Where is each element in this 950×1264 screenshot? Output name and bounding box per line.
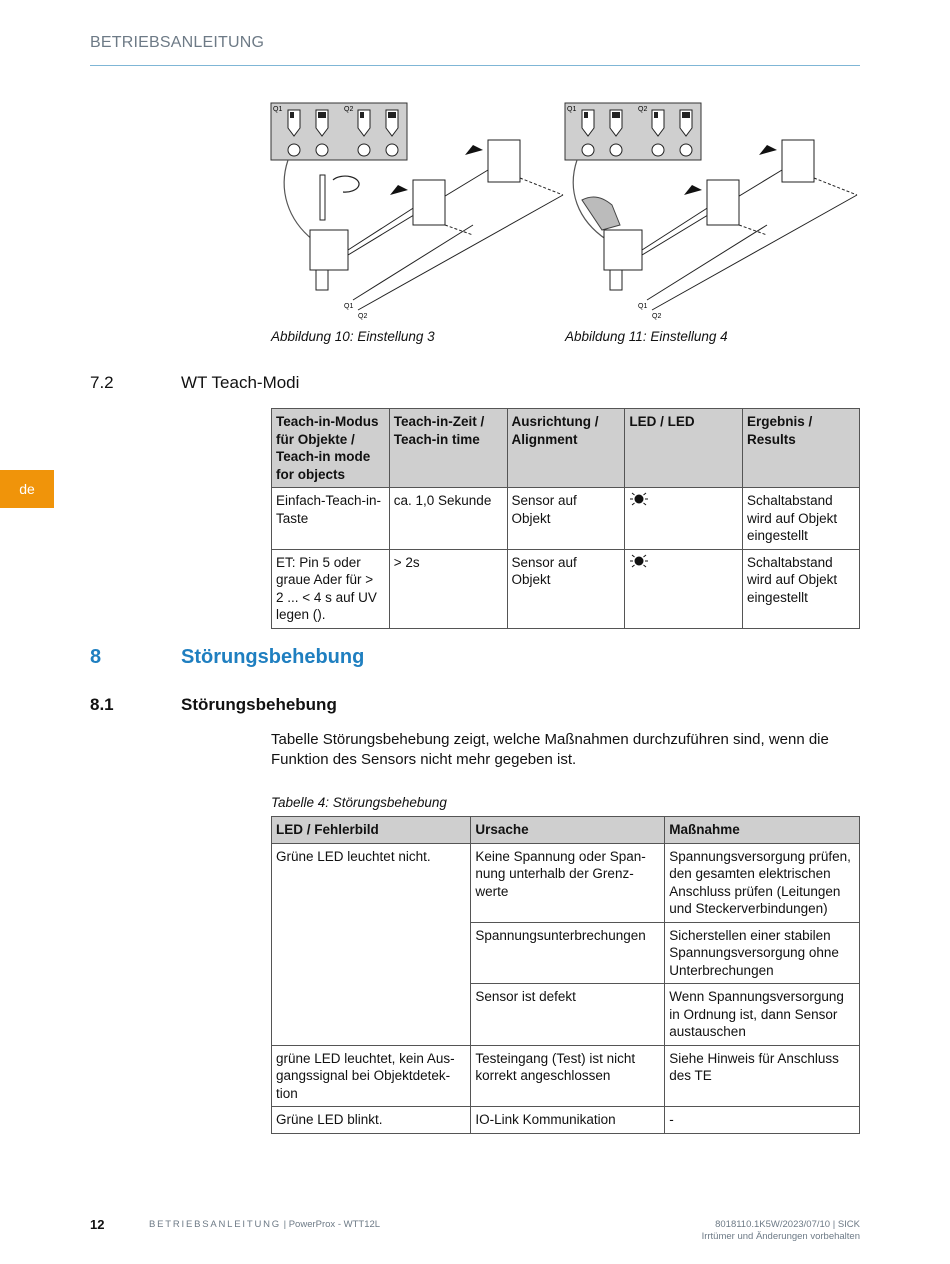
table-cell: Schaltabstand wird auf Objekt eingestellt	[743, 549, 860, 628]
table-cell: Schaltabstand wird auf Objekt eingestellt	[743, 488, 860, 550]
figure-distance-label-q2: Q2	[652, 313, 662, 320]
table-cell: Sensor auf Objekt	[507, 488, 625, 550]
led-blink-icon	[629, 492, 649, 506]
column-header: LED / LED	[625, 409, 743, 488]
language-label: de	[19, 481, 35, 497]
column-header: Teach-in-Modus für Objekte / Teach-in mode for objects	[272, 409, 390, 488]
footer-disclaimer: Irrtümer und Änderungen vorbehalten	[701, 1231, 860, 1242]
table-cell: -	[665, 1107, 860, 1134]
table-caption: Tabelle 4: Störungsbehebung	[271, 795, 447, 810]
section-number-8: 8	[90, 646, 102, 668]
intro-paragraph: Tabelle Störungsbehebung zeigt, welche Maßnahmen durchzuführen sind, wenn die Funktion des Sensors nicht mehr gegeben ist.	[271, 731, 829, 768]
table-cell: Sensor auf Objekt	[507, 549, 625, 628]
footer-doc-id: 8018110.1K5W/2023/07/10 | SICK	[715, 1219, 860, 1230]
table-cell: Sicherstellen einer stabilen Spannungsversorgung ohne Unterbrechungen	[665, 922, 860, 984]
table-header-row	[272, 409, 860, 488]
figure-label-q2: Q2	[638, 106, 648, 113]
table-cell: Wenn Spannungsversorgung in Ordnung ist, dann Sensor austauschen	[665, 984, 860, 1046]
column-header: Teach-in-Zeit / Teach-in time	[389, 409, 507, 488]
section-title-7-2: WT Teach-Modi	[181, 373, 300, 392]
column-header: Ergebnis / Results	[743, 409, 860, 488]
table-header-row	[272, 817, 860, 844]
figure-distance-label-q2: Q2	[358, 313, 368, 320]
figure-label-q1: Q1	[567, 106, 577, 113]
page-number: 12	[90, 1217, 105, 1232]
table-row	[272, 1107, 860, 1134]
table-cell: Keine Spannung oder Spannung unterhalb der Grenzwerte	[471, 843, 665, 922]
section-number-8-1: 8.1	[90, 695, 114, 714]
troubleshooting-table	[271, 816, 860, 1134]
column-header: Maßnahme	[665, 817, 860, 844]
table-cell: Spannungsunterbrechungen	[471, 922, 665, 984]
table-cell: Grüne LED leuchtet nicht.	[272, 843, 471, 1045]
table-cell: Sensor ist defekt	[471, 984, 665, 1046]
figure-distance-label-q1: Q1	[638, 303, 648, 310]
led-blink-icon	[629, 554, 649, 568]
table-cell: grüne LED leuchtet, kein Ausgangssignal bei Objektdetektion	[272, 1045, 471, 1107]
table-row	[272, 1045, 860, 1107]
figure-setting-3-illustration	[268, 100, 568, 325]
figure-label-q1: Q1	[273, 106, 283, 113]
table-row	[272, 488, 860, 550]
teach-modes-table	[271, 408, 860, 629]
table-cell: Siehe Hinweis für Anschluss des TE	[665, 1045, 860, 1107]
table-cell: > 2s	[389, 549, 507, 628]
table-cell: Einfach-Teach-in-Taste	[272, 488, 390, 550]
column-header: Ausrichtung / Alignment	[507, 409, 625, 488]
table-row	[272, 843, 860, 922]
section-title-8: Störungsbehebung	[181, 646, 365, 668]
column-header: Ursache	[471, 817, 665, 844]
footer-product: | PowerProx - WTT12L	[280, 1219, 381, 1230]
figure-distance-label-q1: Q1	[344, 303, 354, 310]
footer-doc-title: BETRIEBSANLEITUNG	[149, 1219, 281, 1230]
column-header: LED / Fehlerbild	[272, 817, 471, 844]
running-header: BETRIEBSANLEITUNG	[90, 34, 265, 51]
section-title-8-1: Störungsbehebung	[181, 695, 337, 714]
table-cell: IO-Link Kommunikation	[471, 1107, 665, 1134]
table-cell: Grüne LED blinkt.	[272, 1107, 471, 1134]
table-cell: Spannungsversorgung prüfen, den gesamten elektrischen Anschluss prüfen (Leitungen und Steckerverbindungen)	[665, 843, 860, 922]
table-cell	[625, 549, 743, 628]
figure-setting-4-illustration	[562, 100, 862, 325]
figure-caption-10: Abbildung 10: Einstellung 3	[271, 329, 435, 344]
language-tab	[0, 470, 54, 508]
table-cell: ET: Pin 5 oder graue Ader für > 2 ... < 4 s auf UV legen ().	[272, 549, 390, 628]
table-cell	[625, 488, 743, 550]
table-cell: Testeingang (Test) ist nicht korrekt angeschlossen	[471, 1045, 665, 1107]
section-number-7-2: 7.2	[90, 373, 114, 392]
header-divider	[90, 65, 860, 66]
table-row	[272, 549, 860, 628]
figure-label-q2: Q2	[344, 106, 354, 113]
table-cell: ca. 1,0 Sekunde	[389, 488, 507, 550]
figure-caption-11: Abbildung 11: Einstellung 4	[565, 329, 728, 344]
footer-doc-info	[149, 1219, 380, 1230]
